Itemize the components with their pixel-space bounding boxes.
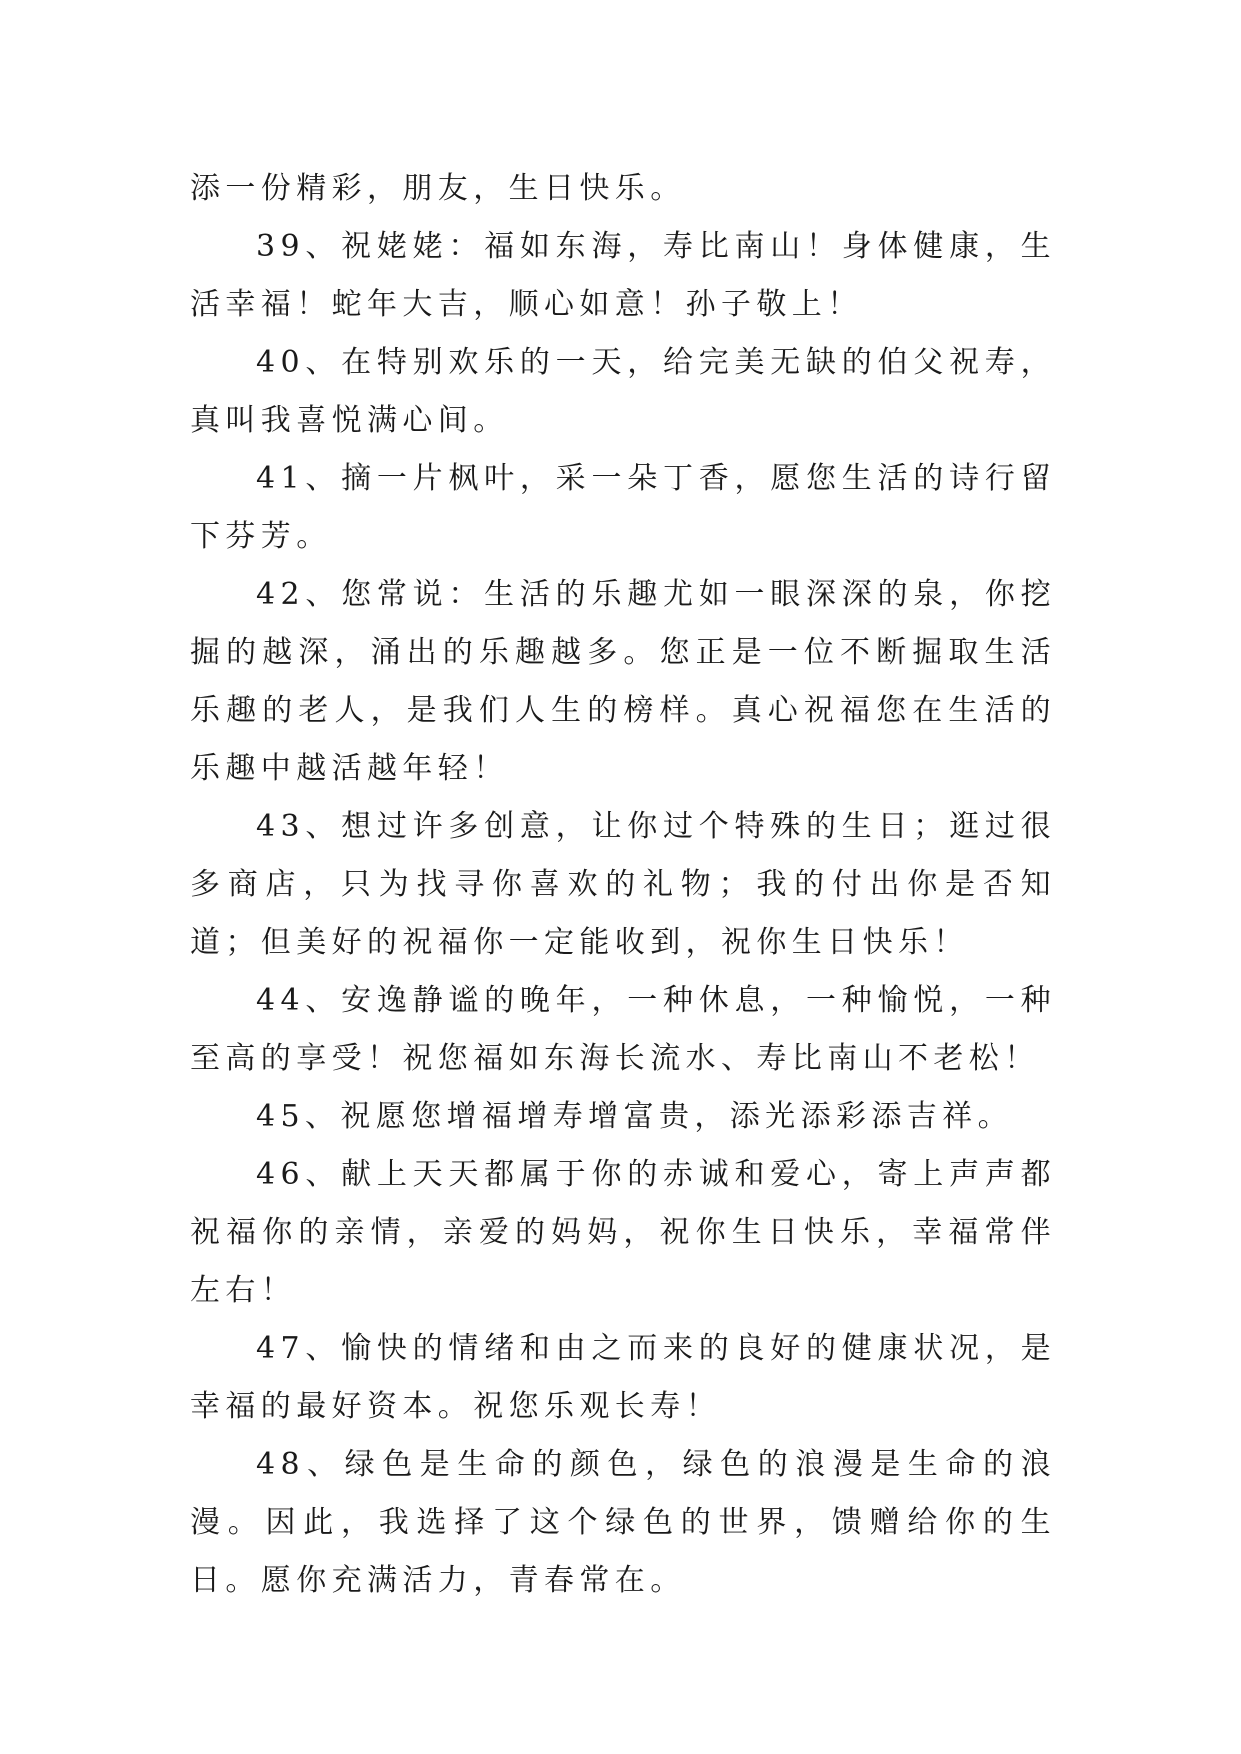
paragraph-0: 添一份精彩，朋友，生日快乐。 (190, 171, 686, 206)
paragraph-10: 48、绿色是生命的颜色，绿色的浪漫是生命的浪漫。因此，我选择了这个绿色的世界，馈赠给你的生日。愿你充满活力，青春常在。 (190, 1447, 1056, 1598)
paragraph-5: 43、想过许多创意，让你过个特殊的生日；逛过很多商店，只为找寻你喜欢的礼物；我的付出你是否知道；但美好的祝福你一定能收到，祝你生日快乐！ (190, 809, 1056, 960)
paragraph-7: 45、祝愿您增福增寿增富贵，添光添彩添吉祥。 (256, 1099, 1013, 1134)
document-body (190, 160, 1056, 1610)
paragraph-9: 47、愉快的情绪和由之而来的良好的健康状况，是幸福的最好资本。祝您乐观长寿！ (190, 1331, 1056, 1424)
paragraph-3: 41、摘一片枫叶，采一朵丁香，愿您生活的诗行留下芬芳。 (190, 461, 1056, 554)
paragraph-8: 46、献上天天都属于你的赤诚和爱心，寄上声声都祝福你的亲情，亲爱的妈妈，祝你生日快乐，幸福常伴左右！ (190, 1157, 1056, 1308)
paragraph-2: 40、在特别欢乐的一天，给完美无缺的伯父祝寿，真叫我喜悦满心间。 (190, 345, 1056, 438)
paragraph-6: 44、安逸静谧的晚年，一种休息，一种愉悦，一种至高的享受！祝您福如东海长流水、寿比南山不老松！ (190, 983, 1056, 1076)
paragraph-4: 42、您常说：生活的乐趣尤如一眼深深的泉，你挖掘的越深，涌出的乐趣越多。您正是一位不断掘取生活乐趣的老人，是我们人生的榜样。真心祝福您在生活的乐趣中越活越年轻！ (190, 577, 1056, 786)
paragraph-1: 39、祝姥姥：福如东海，寿比南山！身体健康，生活幸福！蛇年大吉，顺心如意！孙子敬上！ (190, 229, 1056, 322)
